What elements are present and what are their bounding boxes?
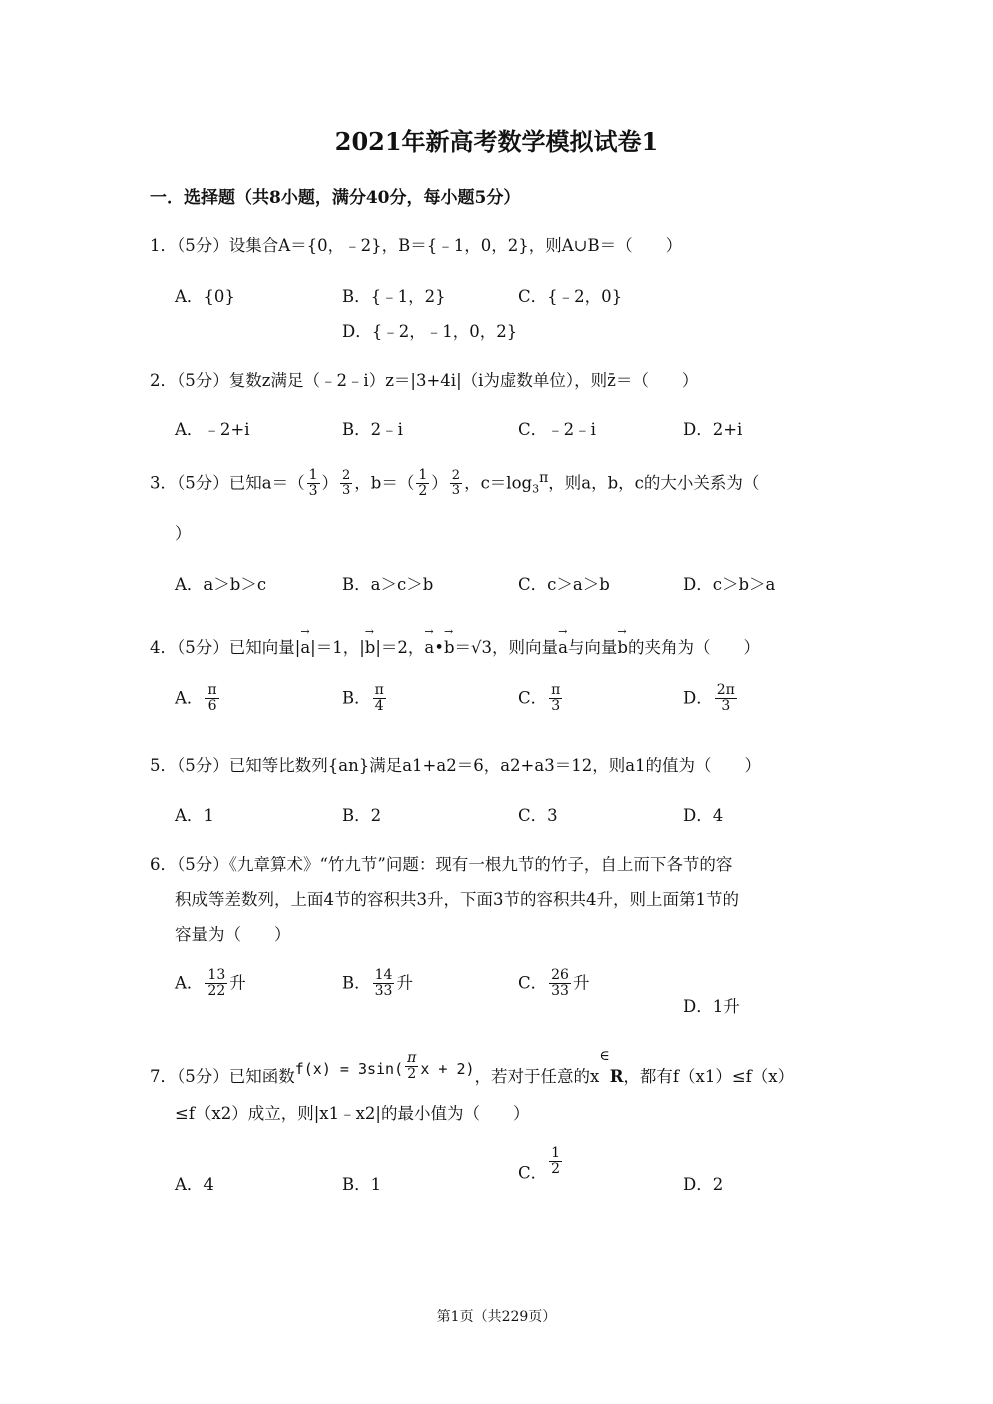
- question-3-option-a[interactable]: A．a＞b＞c: [175, 575, 267, 594]
- question-3-option-d[interactable]: D．c＞b＞a: [683, 575, 776, 594]
- section-heading: 一．选择题（共8小题，满分40分，每小题5分）: [150, 188, 521, 208]
- question-7-option-a[interactable]: A．4: [175, 1175, 214, 1194]
- question-1-option-b[interactable]: B．{﹣1，2}: [342, 287, 446, 306]
- question-1-option-d[interactable]: D．{﹣2，﹣1，0，2}: [342, 322, 518, 341]
- question-1-stem: 1．（5分）设集合A＝{0，﹣2}，B＝{﹣1，0，2}，则A∪B＝（ ）: [150, 236, 683, 255]
- question-4-option-b[interactable]: B． $\frac{\pi}{4}$: [342, 682, 384, 715]
- question-1-option-c[interactable]: C．{﹣2，0}: [518, 287, 623, 306]
- question-4-stem: 4．（5分）已知向量|→ a|＝1，|→ b|＝2，→ a•→ b＝√3，则向量→ a与向量→ b的夹角为（ ）: [150, 634, 760, 658]
- question-2-option-d[interactable]: D．2+i: [683, 420, 743, 439]
- page-footer: 第1页（共229页）: [436, 1309, 557, 1325]
- question-4-option-c[interactable]: C． $\frac{\pi}{3}$: [518, 682, 561, 715]
- question-1-option-a[interactable]: A．{0}: [175, 287, 235, 306]
- question-7-stem: 7．（5分）已知函数f(x) = 3sin( $\frac{\pi}{2}$ x + 2)，若对于任意的x∈R，都有f（x1）≤f（x）: [150, 1048, 795, 1086]
- question-7-option-b[interactable]: B．1: [342, 1175, 382, 1194]
- question-6-option-d[interactable]: D．1升: [683, 997, 740, 1016]
- question-2-stem: 2．（5分）复数z满足（﹣2﹣i）z＝|3+4i|（i为虚数单位），则z̄＝（ ）: [150, 371, 699, 390]
- question-3-stem-cont: ）: [175, 524, 192, 543]
- question-3-option-c[interactable]: C．c＞a＞b: [518, 575, 610, 594]
- question-3-stem: 3．（5分）已知a＝（ $\frac{1}{3}$ ） $\frac{2}{3}$ ，b＝（ $\frac{1}{2}$ ） $\frac{2}{3}$ ，$c=\log_3^\pi$，则a，b，c的大小关系为（: [150, 467, 760, 500]
- question-6-option-a[interactable]: A． $\frac{13}{22}$ 升: [175, 967, 246, 1000]
- question-6-option-c[interactable]: C． $\frac{26}{33}$ 升: [518, 967, 590, 1000]
- question-7-option-d[interactable]: D．2: [683, 1175, 724, 1194]
- question-5-option-b[interactable]: B．2: [342, 806, 382, 825]
- page-title: 2021年新高考数学模拟试卷1: [334, 127, 659, 156]
- question-6-stem-line3: 容量为（ ）: [175, 925, 291, 944]
- question-7-stem-line2: ≤f（x2）成立，则|x1﹣x2|的最小值为（ ）: [175, 1104, 530, 1123]
- question-6-stem-line1: 6．（5分）《九章算术》“竹九节”问题：现有一根九节的竹子，自上而下各节的容: [150, 855, 733, 874]
- question-2-option-b[interactable]: B．2﹣i: [342, 420, 403, 439]
- question-5-option-d[interactable]: D．4: [683, 806, 724, 825]
- question-7-option-c[interactable]: C． $\frac{1}{2}$: [518, 1145, 561, 1183]
- question-5-option-a[interactable]: A．1: [175, 806, 214, 825]
- question-2-option-c[interactable]: C．﹣2﹣i: [518, 420, 596, 439]
- question-2-option-a[interactable]: A．﹣2+i: [175, 420, 250, 439]
- question-4-option-d[interactable]: D． $\frac{2\pi}{3}$: [683, 682, 735, 715]
- question-6-stem-line2: 积成等差数列，上面4节的容积共3升，下面3节的容积共4升，则上面第1节的: [175, 890, 739, 909]
- question-3-option-b[interactable]: B．a＞c＞b: [342, 575, 434, 594]
- question-4-option-a[interactable]: A． $\frac{\pi}{6}$: [175, 682, 217, 715]
- question-5-stem: 5．（5分）已知等比数列{an}满足a1+a2＝6，a2+a3＝12，则a1的值为（ ）: [150, 756, 762, 775]
- question-5-option-c[interactable]: C．3: [518, 806, 558, 825]
- question-6-option-b[interactable]: B． $\frac{14}{33}$ 升: [342, 967, 413, 1000]
